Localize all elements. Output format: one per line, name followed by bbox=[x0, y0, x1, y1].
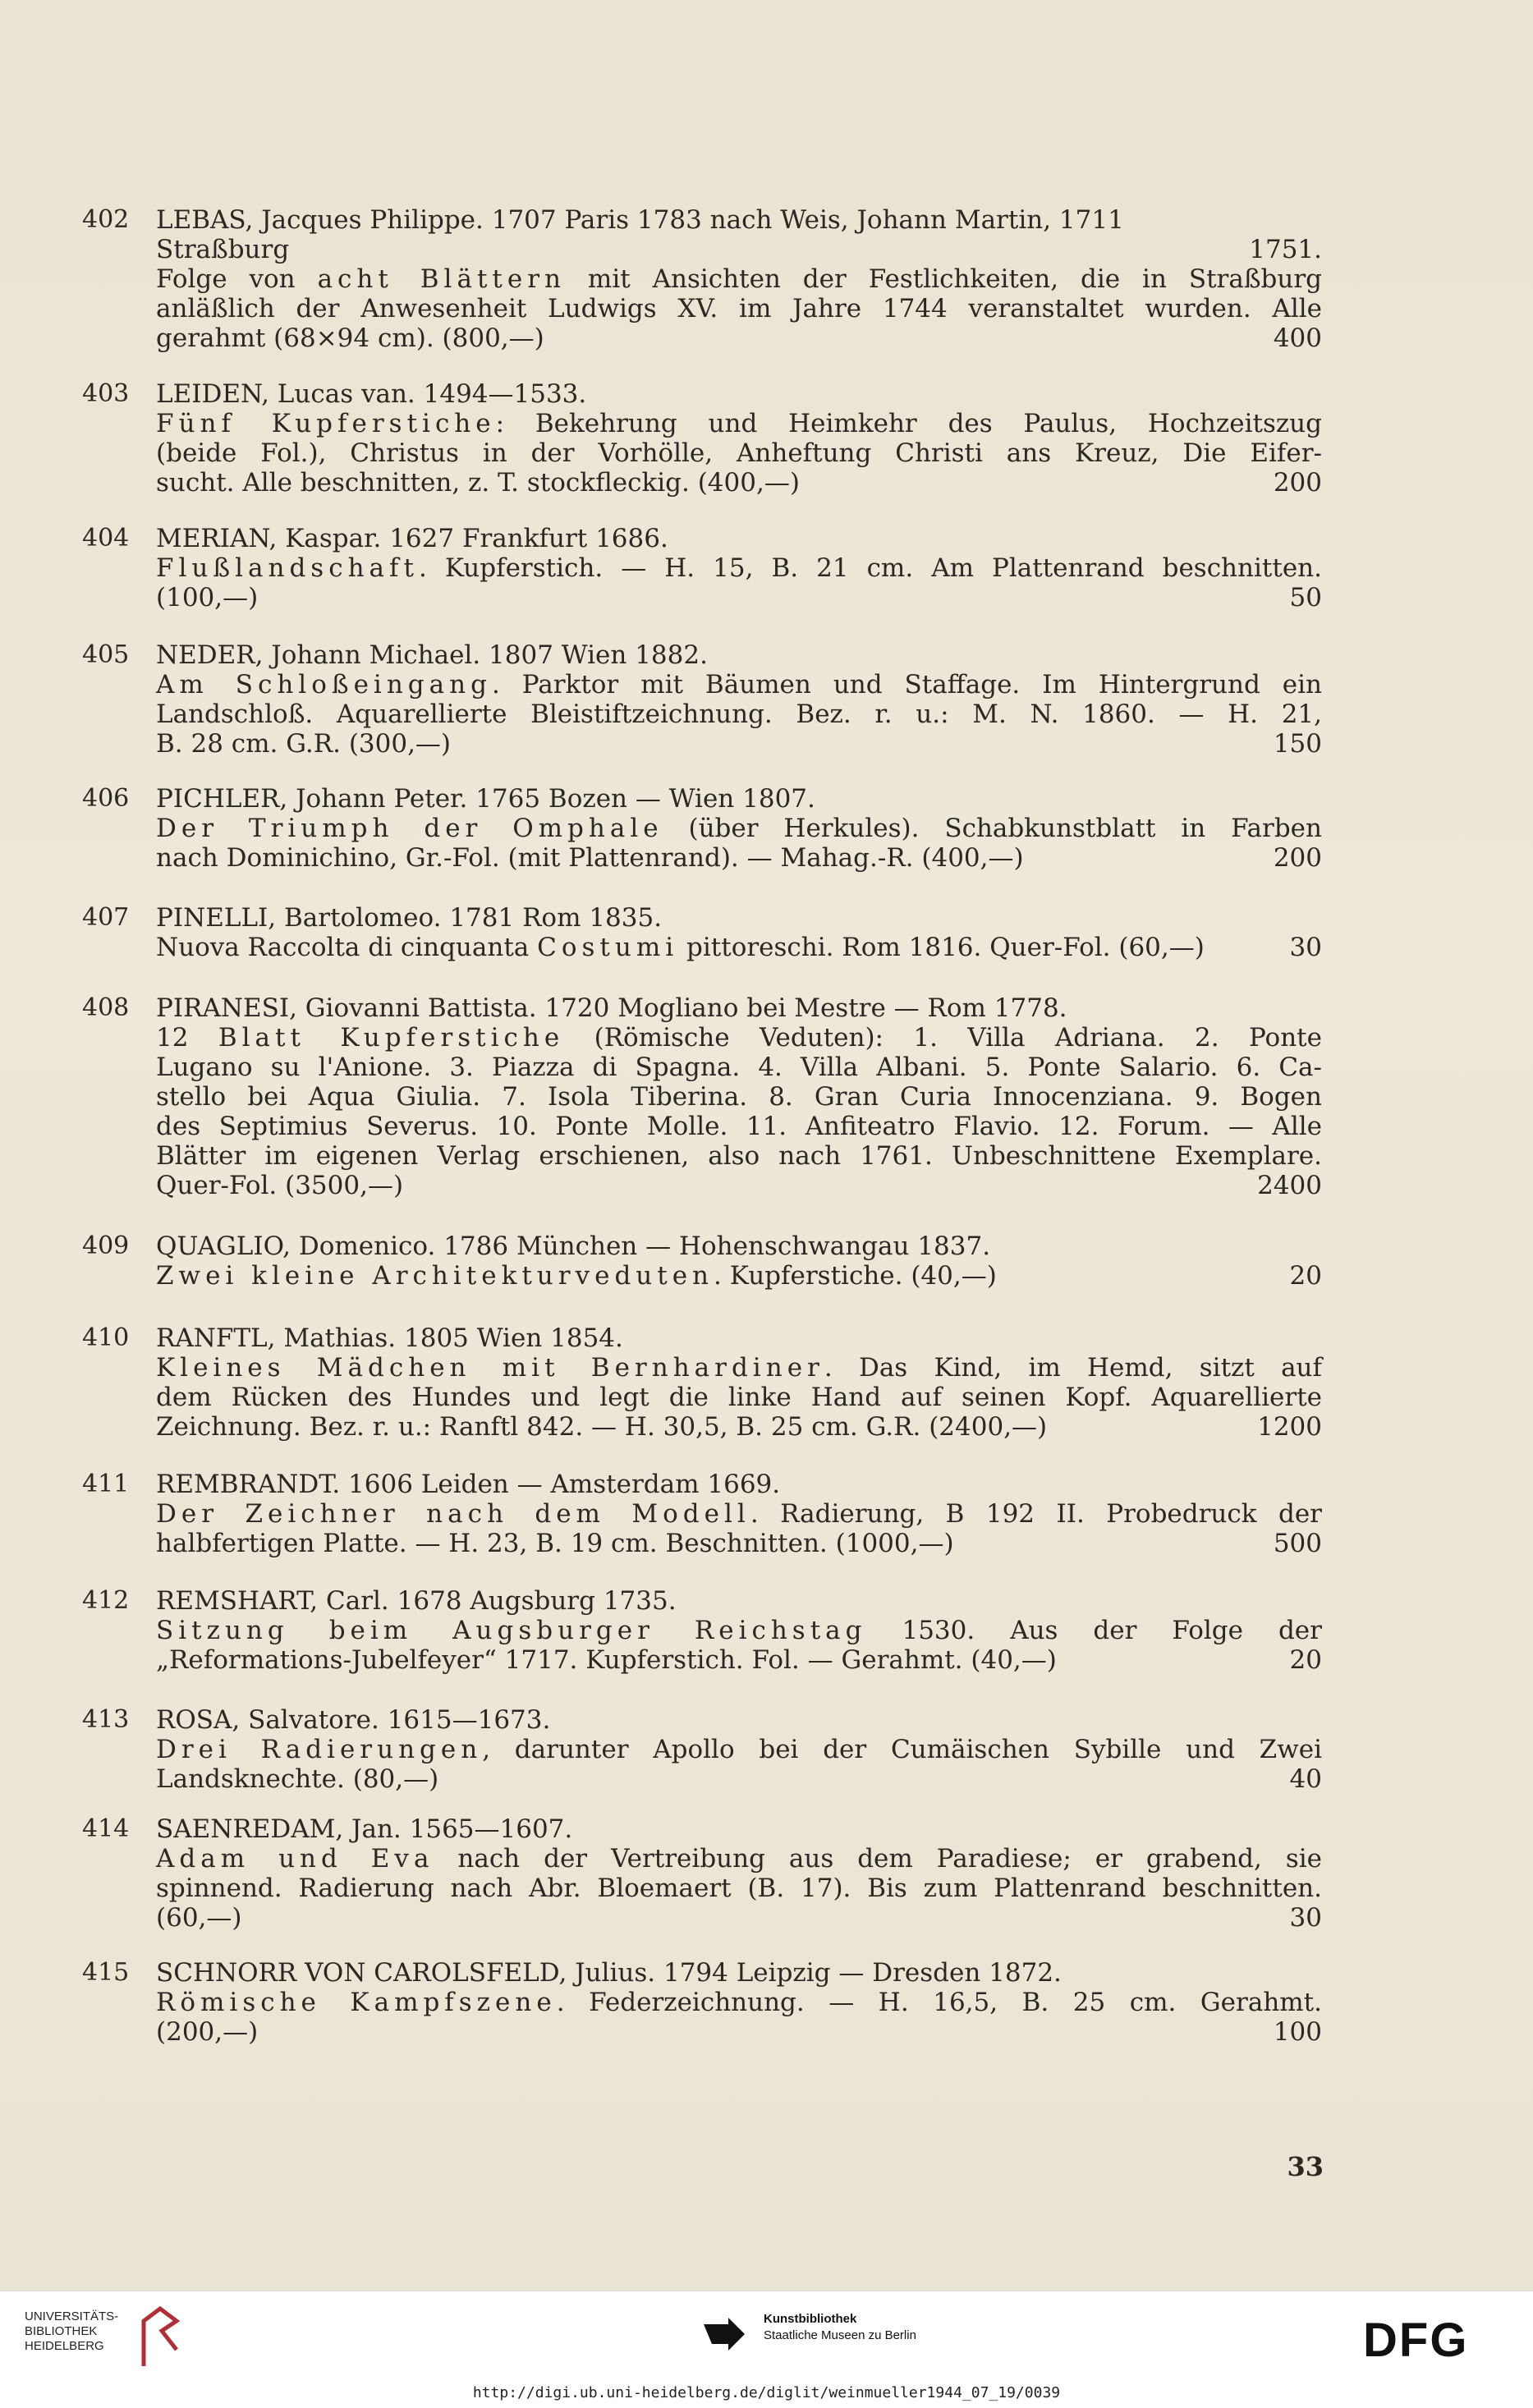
line-segment: . Parktor mit Bäumen und Staffage. Im Hintergrund ein bbox=[491, 670, 1322, 699]
entry-number: 413 bbox=[82, 1705, 130, 1734]
entry-last-text: (200,—) bbox=[156, 2017, 259, 2047]
entry-line: REMSHART, Carl. 1678 Augsburg 1735. bbox=[156, 1586, 677, 1616]
spaced-title: acht Blättern bbox=[317, 264, 566, 294]
kunstbibliothek-text bbox=[764, 2311, 916, 2344]
entry-number: 403 bbox=[82, 379, 130, 408]
entry-line: ROSA, Salvatore. 1615—1673. bbox=[156, 1705, 551, 1735]
entry-line: LEIDEN, Lucas van. 1494—1533. bbox=[156, 379, 587, 409]
line-segment: pittoreschi. Rom 1816. Quer-Fol. (60,—) bbox=[678, 933, 1205, 962]
entry-line: anläßlich der Anwesenheit Ludwigs XV. im Jahre 1744 veranstaltet wurden. Alle bbox=[156, 294, 1322, 323]
entry-number: 414 bbox=[82, 1814, 130, 1843]
entry-price: 150 bbox=[1273, 729, 1322, 759]
entry-line bbox=[156, 1499, 1322, 1529]
entry-price: 500 bbox=[1273, 1529, 1322, 1558]
entry-line: SCHNORR VON CAROLSFELD, Julius. 1794 Leipzig — Dresden 1872. bbox=[156, 1958, 1062, 1988]
entry-line bbox=[156, 1616, 1322, 1645]
entry-price: 1200 bbox=[1257, 1412, 1322, 1442]
entry-price: 2400 bbox=[1257, 1171, 1322, 1200]
entry-price: 200 bbox=[1273, 468, 1322, 498]
entry-last-line bbox=[156, 729, 1322, 759]
entry-line: PINELLI, Bartolomeo. 1781 Rom 1835. bbox=[156, 903, 663, 933]
dfg-logo[interactable]: DFG bbox=[1363, 2314, 1469, 2367]
entry-last-line bbox=[156, 583, 1322, 612]
spaced-title: Zwei kleine Architekturveduten bbox=[156, 1261, 714, 1291]
line-segment: Folge von bbox=[156, 264, 318, 294]
entry-line: NEDER, Johann Michael. 1807 Wien 1882. bbox=[156, 640, 708, 670]
entry-line bbox=[156, 264, 1322, 294]
spaced-title: Drei Radierungen bbox=[156, 1735, 483, 1764]
entry-text bbox=[156, 524, 1322, 612]
entry-price: 400 bbox=[1273, 323, 1322, 353]
source-url[interactable]: http://digi.ub.uni-heidelberg.de/diglit/weinmueller1944_07_19/0039 bbox=[0, 2381, 1533, 2408]
entry-text bbox=[156, 784, 1322, 873]
entry-number: 406 bbox=[82, 784, 130, 813]
heidelberg-mark-icon bbox=[135, 2305, 185, 2370]
entry-last-line bbox=[156, 1261, 1322, 1291]
entry-number: 405 bbox=[82, 640, 130, 669]
kunstbibliothek-name: Kunstbibliothek bbox=[764, 2312, 857, 2326]
spaced-title: Am Schloßeingang bbox=[156, 670, 492, 699]
entry-line bbox=[156, 1844, 1322, 1874]
spaced-title: Sitzung beim Augsburger Reichstag bbox=[156, 1616, 867, 1645]
entry-last-line bbox=[156, 1764, 1322, 1794]
line-segment: Nuova Raccolta di cinquanta bbox=[156, 933, 538, 962]
entry-line bbox=[156, 1988, 1322, 2017]
kunstbibliothek-subtitle: Staatliche Museen zu Berlin bbox=[764, 2328, 916, 2342]
footer-bar bbox=[0, 2291, 1533, 2382]
entry-last-text: nach Dominichino, Gr.-Fol. (mit Plattenrand). — Mahag.-R. (400,—) bbox=[156, 843, 1024, 873]
entry-line: (beide Fol.), Christus in der Vorhölle, Anheftung Christi ans Kreuz, Die Eifer- bbox=[156, 438, 1322, 468]
entry-line: PIRANESI, Giovanni Battista. 1720 Mogliano bei Mestre — Rom 1778. bbox=[156, 993, 1067, 1023]
entry-number: 415 bbox=[82, 1958, 130, 1987]
entry-price: 100 bbox=[1273, 2017, 1322, 2047]
entry-last-line bbox=[156, 1171, 1322, 1200]
entry-last-text bbox=[156, 933, 1205, 962]
entry-price: 50 bbox=[1289, 583, 1322, 612]
entry-last-line bbox=[156, 2017, 1322, 2047]
entry-line: Landschloß. Aquarellierte Bleistiftzeichnung. Bez. r. u.: M. N. 1860. — H. 21, bbox=[156, 699, 1322, 729]
entry-text bbox=[156, 1705, 1322, 1794]
entry-line bbox=[156, 1353, 1322, 1383]
entry-text bbox=[156, 903, 1322, 962]
entry-last-text: (100,—) bbox=[156, 583, 259, 612]
entry-text bbox=[156, 379, 1322, 498]
entry-last-text: sucht. Alle beschnitten, z. T. stockfleckig. (400,—) bbox=[156, 468, 800, 498]
entry-text bbox=[156, 1323, 1322, 1442]
entry-number: 412 bbox=[82, 1586, 130, 1615]
line-segment: 12 bbox=[156, 1023, 218, 1053]
uni-logo-line-3: HEIDELBERG bbox=[25, 2339, 104, 2353]
spaced-title: Costumi bbox=[537, 933, 679, 962]
entry-line bbox=[156, 1735, 1322, 1764]
line-segment: . Das Kind, im Hemd, sitzt auf bbox=[824, 1353, 1322, 1383]
spaced-title: Blatt Kupferstiche bbox=[218, 1023, 565, 1053]
line-segment: (Römische Veduten): 1. Villa Adriana. 2. Ponte bbox=[564, 1023, 1322, 1053]
entry-text bbox=[156, 1814, 1322, 1933]
uni-logo-line-2: BIBLIOTHEK bbox=[25, 2324, 98, 2338]
entry-text bbox=[156, 205, 1322, 353]
entry-price: 20 bbox=[1289, 1261, 1322, 1291]
entry-last-text: B. 28 cm. G.R. (300,—) bbox=[156, 729, 452, 759]
entry-text bbox=[156, 993, 1322, 1200]
entry-price: 200 bbox=[1273, 843, 1322, 873]
page-number: 33 bbox=[1287, 2151, 1324, 2182]
spaced-title: Der Zeichner nach dem Modell bbox=[156, 1499, 750, 1529]
line-segment: : Bekehrung und Heimkehr des Paulus, Hochzeitszug bbox=[495, 409, 1322, 438]
line-segment: 1530. Aus der Folge der bbox=[866, 1616, 1322, 1645]
entry-line: stello bei Aqua Giulia. 7. Isola Tiberina. 8. Gran Curia Innocenziana. 9. Bogen bbox=[156, 1082, 1322, 1112]
line-segment: . Kupferstich. — H. 15, B. 21 cm. Am Plattenrand beschnitten. bbox=[418, 553, 1322, 583]
entry-number: 404 bbox=[82, 524, 130, 553]
entry-line bbox=[156, 553, 1322, 583]
entry-last-line bbox=[156, 468, 1322, 498]
uni-logo-line-1: UNIVERSITÄTS- bbox=[25, 2309, 119, 2323]
spaced-title: Flußlandschaft bbox=[156, 553, 419, 583]
entry-line: Straßburg 1751. bbox=[156, 235, 1322, 264]
entry-last-text: Landsknechte. (80,—) bbox=[156, 1764, 439, 1794]
entry-last-text: „Reformations-Jubelfeyer“ 1717. Kupferstich. Fol. — Gerahmt. (40,—) bbox=[156, 1645, 1057, 1675]
spaced-title: Adam und Eva bbox=[156, 1844, 434, 1874]
entry-number: 407 bbox=[82, 903, 130, 932]
spaced-title: Der Triumph der Omphale bbox=[156, 814, 663, 843]
entry-number: 408 bbox=[82, 993, 130, 1022]
entry-text bbox=[156, 1232, 1322, 1291]
entry-text bbox=[156, 1470, 1322, 1558]
entry-last-line bbox=[156, 933, 1322, 962]
entry-line bbox=[156, 814, 1322, 843]
entry-last-text: gerahmt (68×94 cm). (800,—) bbox=[156, 323, 544, 353]
entry-last-line bbox=[156, 1412, 1322, 1442]
line-segment: , darunter Apollo bei der Cumäischen Sybille und Zwei bbox=[482, 1735, 1322, 1764]
line-segment: . Kupferstiche. (40,—) bbox=[714, 1261, 997, 1291]
line-segment: (über Herkules). Schabkunstblatt in Farben bbox=[663, 814, 1322, 843]
entry-line: Blätter im eigenen Verlag erschienen, also nach 1761. Unbeschnittene Exemplare. bbox=[156, 1141, 1322, 1171]
entry-last-line bbox=[156, 323, 1322, 353]
spaced-title: Römische Kampfszene bbox=[156, 1988, 557, 2017]
entry-text bbox=[156, 1958, 1322, 2047]
entry-line: MERIAN, Kaspar. 1627 Frankfurt 1686. bbox=[156, 524, 668, 553]
entry-line: REMBRANDT. 1606 Leiden — Amsterdam 1669. bbox=[156, 1470, 781, 1499]
line-segment: nach der Vertreibung aus dem Paradiese; er grabend, sie bbox=[434, 1844, 1322, 1874]
entry-line: RANFTL, Mathias. 1805 Wien 1854. bbox=[156, 1323, 623, 1353]
entry-number: 411 bbox=[82, 1470, 130, 1498]
university-library-logo[interactable] bbox=[25, 2309, 118, 2354]
entry-last-line bbox=[156, 843, 1322, 873]
entry-price: 20 bbox=[1289, 1645, 1322, 1675]
entry-line bbox=[156, 1023, 1322, 1053]
entry-last-text: Zeichnung. Bez. r. u.: Ranftl 842. — H. 30,5, B. 25 cm. G.R. (2400,—) bbox=[156, 1412, 1048, 1442]
entry-line: des Septimius Severus. 10. Ponte Molle. 11. Anfiteatro Flavio. 12. Forum. — Alle bbox=[156, 1112, 1322, 1141]
entry-line: LEBAS, Jacques Philippe. 1707 Paris 1783 nach Weis, Johann Martin, 1711 bbox=[156, 205, 1124, 235]
entry-line: SAENREDAM, Jan. 1565—1607. bbox=[156, 1814, 573, 1844]
line-segment: mit Ansichten der Festlichkeiten, die in Straßburg bbox=[566, 264, 1323, 294]
entry-number: 410 bbox=[82, 1323, 130, 1352]
entry-line: PICHLER, Johann Peter. 1765 Bozen — Wien 1807. bbox=[156, 784, 815, 814]
entry-line: spinnend. Radierung nach Abr. Bloemaert (B. 17). Bis zum Plattenrand beschnitten. bbox=[156, 1874, 1322, 1903]
entry-line: Lugano su l'Anione. 3. Piazza di Spagna. 4. Villa Albani. 5. Ponte Salario. 6. Ca- bbox=[156, 1053, 1322, 1082]
entry-last-line bbox=[156, 1645, 1322, 1675]
spaced-title: Kleines Mädchen mit Bernhardiner bbox=[156, 1353, 824, 1383]
entry-line: dem Rücken des Hundes und legt die linke Hand auf seinen Kopf. Aquarellierte bbox=[156, 1383, 1322, 1412]
entry-last-text bbox=[156, 1261, 997, 1291]
spaced-title: Fünf Kupferstiche bbox=[156, 409, 496, 438]
entry-line: QUAGLIO, Domenico. 1786 München — Hohenschwangau 1837. bbox=[156, 1232, 991, 1261]
entry-line bbox=[156, 670, 1322, 699]
entry-last-text: (60,—) bbox=[156, 1903, 242, 1933]
line-segment: . Federzeichnung. — H. 16,5, B. 25 cm. Gerahmt. bbox=[556, 1988, 1322, 2017]
entry-price: 40 bbox=[1289, 1764, 1322, 1794]
line-segment: . Radierung, B 192 II. Probedruck der bbox=[750, 1499, 1322, 1529]
entry-text bbox=[156, 1586, 1322, 1675]
entry-text bbox=[156, 640, 1322, 759]
entry-last-text: halbfertigen Platte. — H. 23, B. 19 cm. Beschnitten. (1000,—) bbox=[156, 1529, 954, 1558]
entry-price: 30 bbox=[1289, 933, 1322, 962]
entry-number: 409 bbox=[82, 1232, 130, 1260]
entry-last-line bbox=[156, 1529, 1322, 1558]
kunstbibliothek-logo-icon bbox=[700, 2316, 749, 2357]
entry-line bbox=[156, 409, 1322, 438]
entry-last-line bbox=[156, 1903, 1322, 1933]
entry-number: 402 bbox=[82, 205, 130, 234]
entry-last-text: Quer-Fol. (3500,—) bbox=[156, 1171, 404, 1200]
entry-price: 30 bbox=[1289, 1903, 1322, 1933]
